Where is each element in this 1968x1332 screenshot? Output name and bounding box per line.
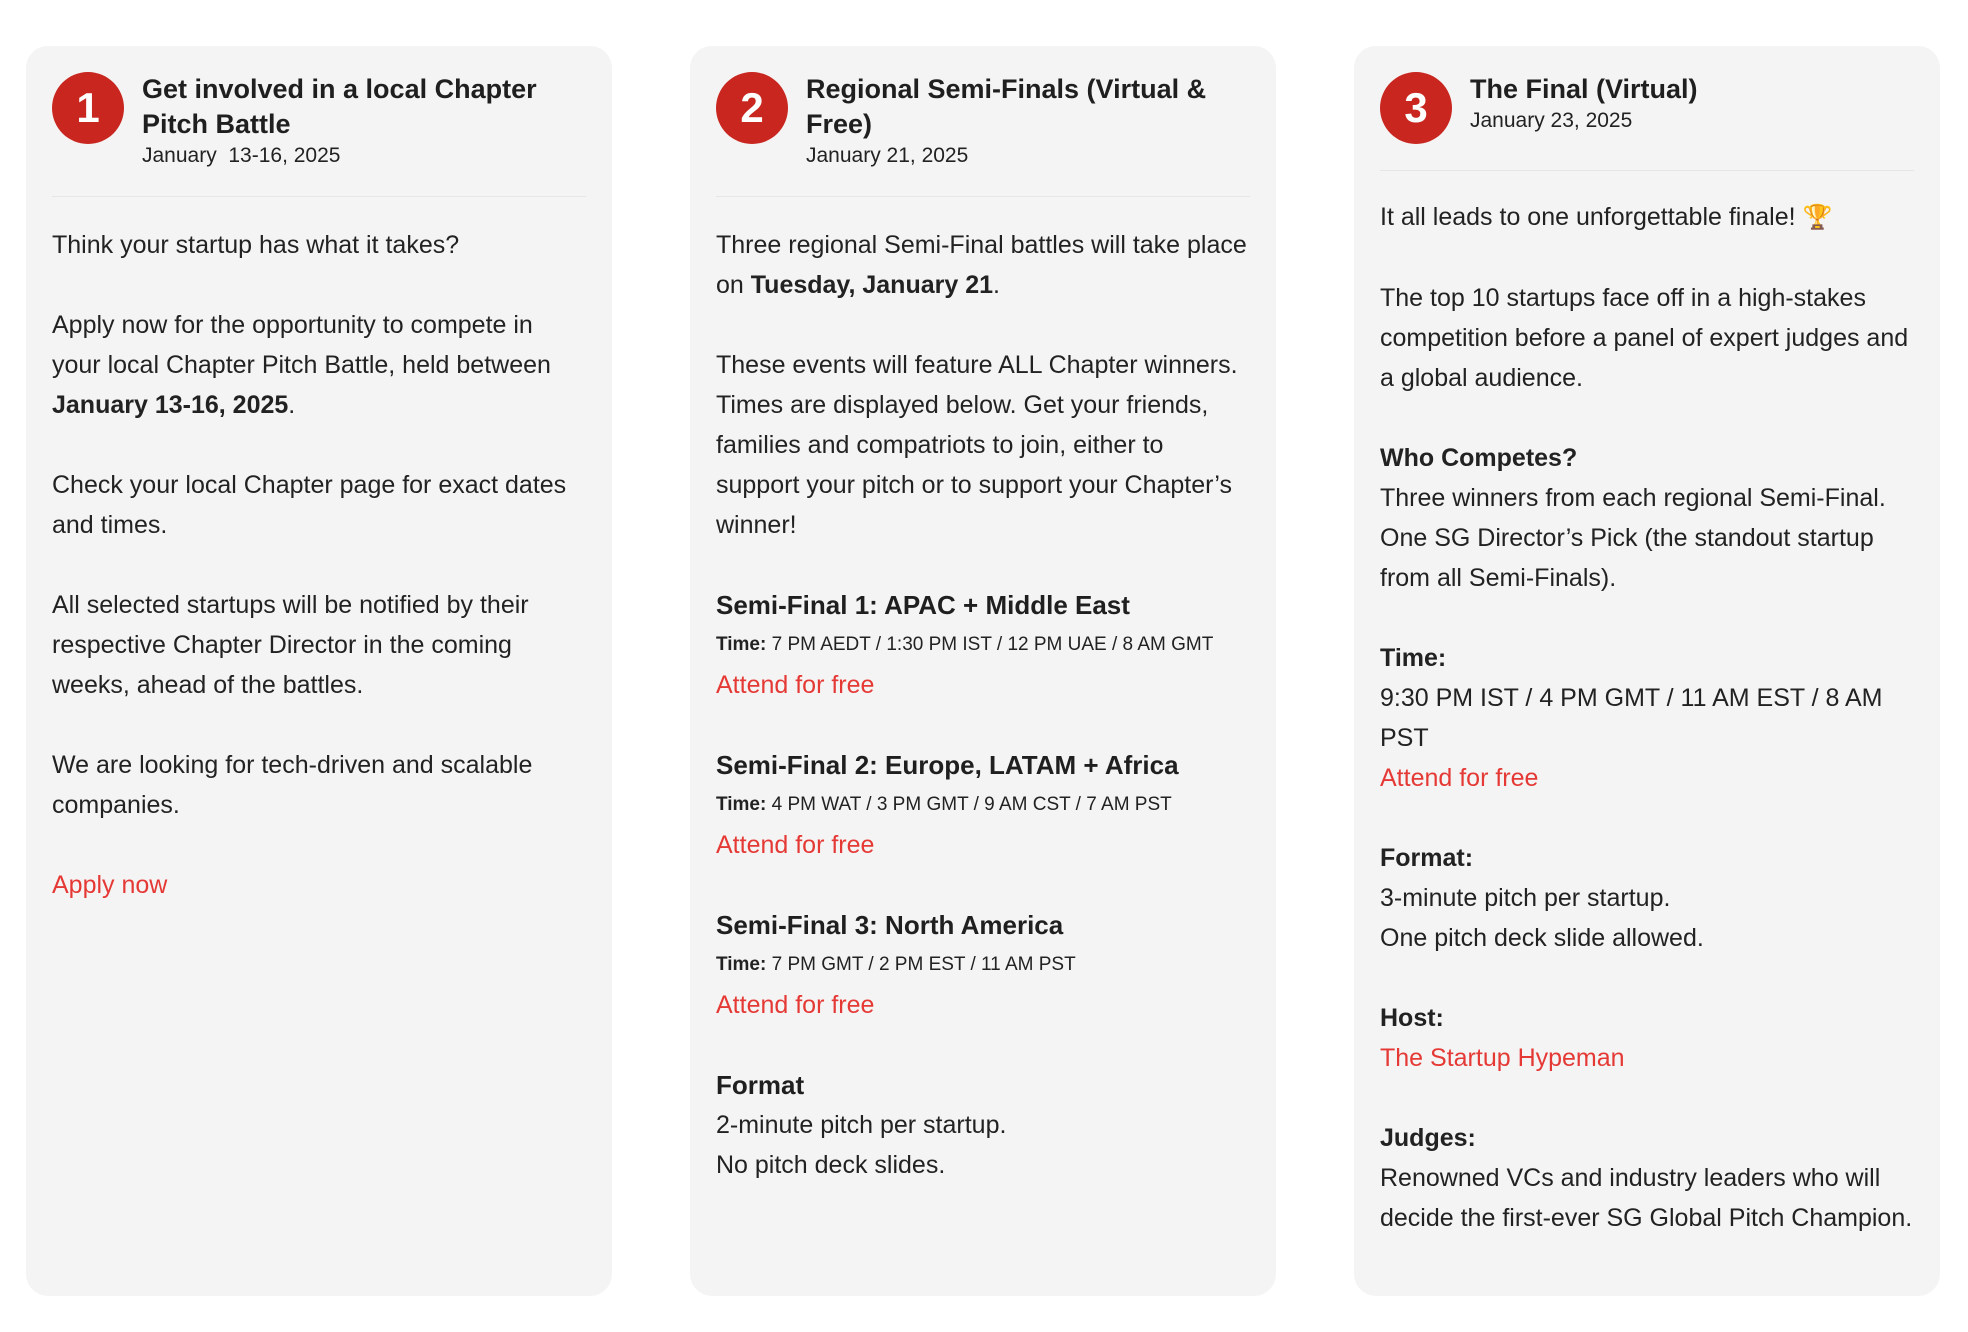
host-section: [1380, 998, 1914, 1078]
who-competes-line: One SG Director’s Pick (the standout startup from all Semi-Finals).: [1380, 524, 1874, 592]
format-section: [1380, 838, 1914, 958]
card-title: The Final (Virtual): [1470, 74, 1698, 104]
notify-text: All selected startups will be notified by their respective Chapter Director in the coming weeks, ahead of the battles.: [52, 591, 529, 699]
card-chapter-pitch-battle: [26, 46, 612, 1296]
check-text: Check your local Chapter page for exact dates and times.: [52, 471, 567, 539]
host-heading: Host:: [1380, 1004, 1444, 1032]
format-line: 2-minute pitch per startup.: [716, 1111, 1007, 1139]
card-body: [716, 197, 1250, 1185]
semi-final-heading: Semi-Final 3: North America: [716, 910, 1064, 940]
format-line: One pitch deck slide allowed.: [1380, 924, 1704, 952]
format-section: [716, 1065, 1250, 1185]
semi-final-heading: Semi-Final 2: Europe, LATAM + Africa: [716, 750, 1179, 780]
card-title: Regional Semi-Finals (Virtual & Free): [806, 74, 1207, 139]
attend-for-free-link[interactable]: Attend for free: [716, 991, 875, 1019]
semi-final-1: [716, 585, 1250, 705]
format-heading: Format: [716, 1070, 805, 1100]
format-heading: Format:: [1380, 844, 1474, 872]
judges-section: [1380, 1118, 1914, 1238]
time-section: [1380, 638, 1914, 798]
host-link[interactable]: The Startup Hypeman: [1380, 1044, 1625, 1072]
step-number-badge: 1: [52, 72, 124, 144]
who-competes-line: Three winners from each regional Semi-Final.: [1380, 484, 1886, 512]
intro-text: Three regional Semi-Final battles will take place on Tuesday, January 21.: [716, 231, 1247, 299]
format-line: No pitch deck slides.: [716, 1151, 946, 1179]
trophy-icon: 🏆: [1802, 204, 1833, 231]
step-number-badge: 2: [716, 72, 788, 144]
time-heading: Time:: [1380, 644, 1447, 672]
attend-for-free-link[interactable]: Attend for free: [716, 671, 875, 699]
semi-final-heading: Semi-Final 1: APAC + Middle East: [716, 590, 1130, 620]
card-date: January 13-16, 2025: [142, 144, 341, 167]
card-regional-semi-finals: [690, 46, 1276, 1296]
card-header: [716, 70, 1250, 197]
step-number-badge: 3: [1380, 72, 1452, 144]
looking-text: We are looking for tech-driven and scalable companies.: [52, 751, 533, 819]
semi-final-2: [716, 745, 1250, 865]
semi-final-date: Tuesday, January 21: [750, 271, 994, 299]
events-text: These events will feature ALL Chapter winners. Times are displayed below. Get your friends, families and compatriots to join, either to support your pitch or to support your Chapter’s winner!: [716, 351, 1238, 539]
card-header: [52, 70, 586, 197]
who-competes-heading: Who Competes?: [1380, 444, 1578, 472]
apply-now-link[interactable]: Apply now: [52, 871, 168, 899]
card-date: January 23, 2025: [1470, 109, 1633, 132]
judges-heading: Judges:: [1380, 1124, 1476, 1152]
apply-text: Apply now for the opportunity to compete in your local Chapter Pitch Battle, held between January 13-16, 2025.: [52, 311, 551, 419]
card-title: Get involved in a local Chapter Pitch Battle: [142, 74, 537, 139]
who-competes-section: [1380, 438, 1914, 598]
apply-dates: January 13-16, 2025: [52, 391, 289, 419]
judges-text: Renowned VCs and industry leaders who will decide the first-ever SG Global Pitch Champion.: [1380, 1164, 1913, 1232]
card-body: [1380, 171, 1914, 1238]
top10-text: The top 10 startups face off in a high-stakes competition before a panel of expert judges and a global audience.: [1380, 284, 1909, 392]
format-line: 3-minute pitch per startup.: [1380, 884, 1671, 912]
card-date: January 21, 2025: [806, 144, 969, 167]
attend-for-free-link[interactable]: Attend for free: [1380, 764, 1539, 792]
intro-text: Think your startup has what it takes?: [52, 231, 460, 259]
card-body: [52, 197, 586, 905]
card-header: [1380, 70, 1914, 171]
semi-final-time: Time: 7 PM GMT / 2 PM EST / 11 AM PST: [716, 954, 1076, 975]
semi-final-time: Time: 7 PM AEDT / 1:30 PM IST / 12 PM UAE / 8 AM GMT: [716, 634, 1214, 655]
card-the-final: [1354, 46, 1940, 1296]
attend-for-free-link[interactable]: Attend for free: [716, 831, 875, 859]
intro-text: It all leads to one unforgettable finale! 🏆: [1380, 203, 1833, 231]
semi-final-time: Time: 4 PM WAT / 3 PM GMT / 9 AM CST / 7 AM PST: [716, 794, 1172, 815]
semi-final-3: [716, 905, 1250, 1025]
time-text: 9:30 PM IST / 4 PM GMT / 11 AM EST / 8 AM PST: [1380, 684, 1883, 752]
